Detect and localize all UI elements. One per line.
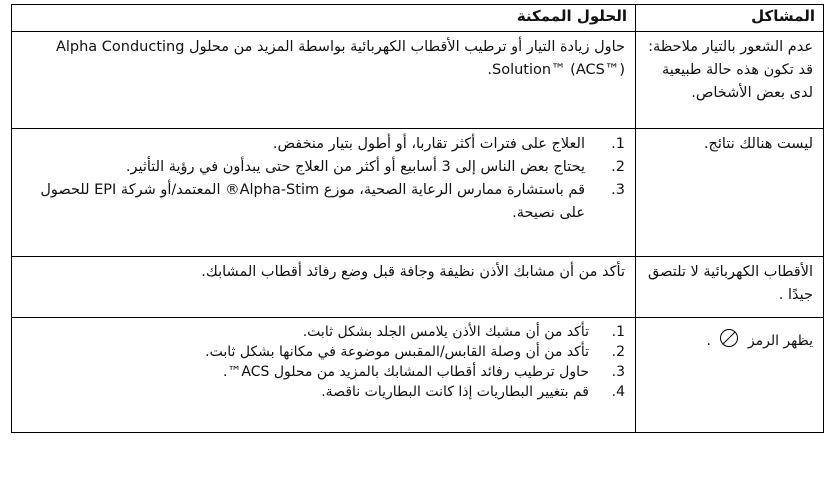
step-text: العلاج على فترات أكثر تقاربا، أو أطول بتيار منخفض. xyxy=(272,136,585,152)
solution-step xyxy=(20,133,625,156)
step-number: 2. xyxy=(611,159,625,175)
solution-cell: حاول زيادة التيار أو ترطيب الأقطاب الكهربائية بواسطة المزيد من محلول Alpha Conducting Solution™ (ACS™). xyxy=(12,32,636,129)
step-text: تأكد من أن مشبك الأذن يلامس الجلد بشكل ثابت. xyxy=(302,324,589,340)
solution-cell xyxy=(12,129,636,257)
problems-header: المشاكل xyxy=(636,5,824,32)
solution-step xyxy=(20,362,625,382)
table-row xyxy=(12,257,824,318)
problem-suffix: . xyxy=(706,333,711,349)
solution-steps xyxy=(20,322,625,402)
problem-text: يظهر الرمز xyxy=(747,333,813,349)
prohibited-circle-icon xyxy=(719,328,739,354)
problem-cell xyxy=(636,318,824,433)
step-number: 3. xyxy=(611,364,625,380)
step-number: 1. xyxy=(611,136,625,152)
step-number: 1. xyxy=(611,324,625,340)
step-text: يحتاج بعض الناس إلى 3 أسابيع أو أكثر من العلاج حتى يبدأون في رؤية التأثير. xyxy=(125,159,585,175)
troubleshooting-table xyxy=(11,4,824,433)
solution-cell: تأكد من أن مشابك الأذن نظيفة وجافة قبل وضع رفائد أقطاب المشابك. xyxy=(12,257,636,318)
solution-step xyxy=(20,156,625,179)
step-text: حاول ترطيب رفائد أقطاب المشابك بالمزيد من محلول ACS™. xyxy=(222,364,589,380)
table-row xyxy=(12,318,824,433)
problem-cell: ليست هنالك نتائج. xyxy=(636,129,824,257)
solution-steps xyxy=(20,133,625,225)
step-text: قم باستشارة ممارس الرعاية الصحية، موزع Alpha-Stim® المعتمد/أو شركة EPI للحصول على نصيحة. xyxy=(40,182,585,221)
step-text: تأكد من أن وصلة القابس/المقبس موضوعة في مكانها بشكل ثابت. xyxy=(205,344,589,360)
solution-step xyxy=(20,342,625,362)
problem-cell: عدم الشعور بالتيار ملاحظة: قد تكون هذه حالة طبيعية لدى بعض الأشخاص. xyxy=(636,32,824,129)
table-row xyxy=(12,129,824,257)
step-number: 4. xyxy=(611,384,625,400)
step-text: قم بتغيير البطاريات إذا كانت البطاريات ناقصة. xyxy=(321,384,589,400)
step-number: 3. xyxy=(611,182,625,198)
step-number: 2. xyxy=(611,344,625,360)
solution-step xyxy=(20,322,625,342)
table-header-row xyxy=(12,5,824,32)
table-row xyxy=(12,32,824,129)
solutions-header: الحلول الممكنة xyxy=(12,5,636,32)
solution-cell xyxy=(12,318,636,433)
problem-cell: الأقطاب الكهربائية لا تلتصق جيدًا . xyxy=(636,257,824,318)
solution-step xyxy=(20,382,625,402)
solution-step xyxy=(20,179,625,225)
